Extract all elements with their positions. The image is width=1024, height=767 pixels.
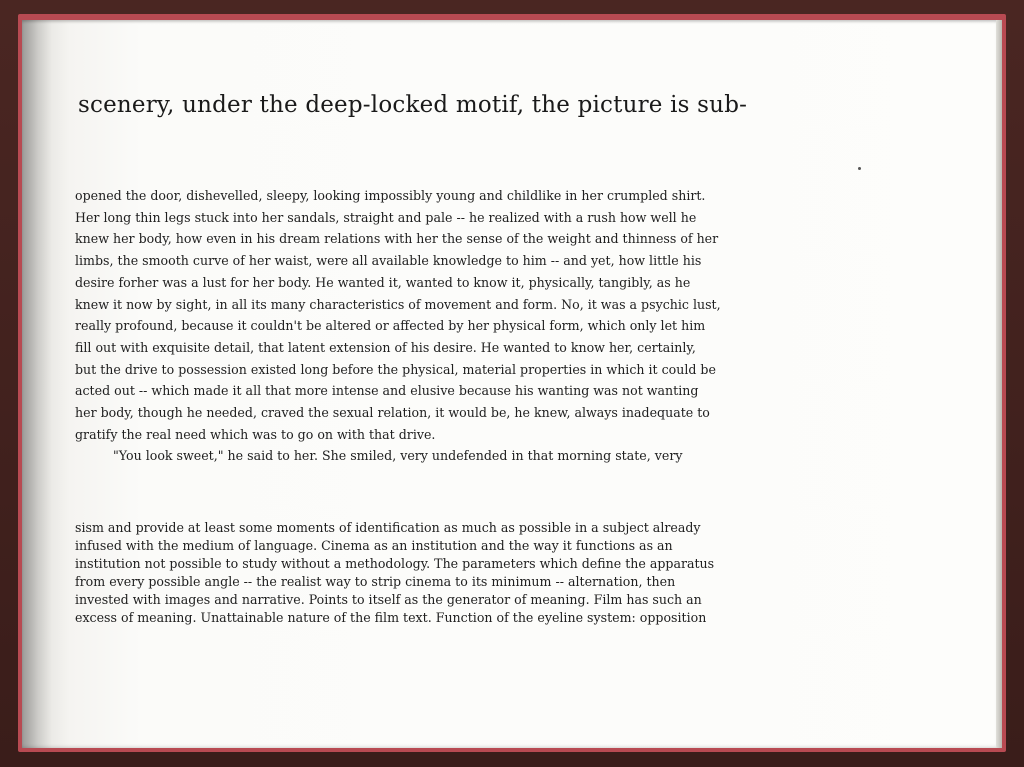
text-line: opened the door, dishevelled, sleepy, looking impossibly young and childlike in her crumpled shirt. [75, 188, 706, 203]
text-line: excess of meaning. Unattainable nature of the film text. Function of the eyeline system: opposition [75, 610, 707, 625]
text-line: her body, though he needed, craved the sexual relation, it would be, he knew, always inadequate to [75, 405, 710, 421]
print-speck [858, 167, 861, 170]
text-line: but the drive to possession existed long before the physical, material properties in which it could be [75, 361, 716, 377]
text-line: Her long thin legs stuck into her sandals, straight and pale -- he realized with a rush how well he [75, 209, 697, 225]
text-line: sism and provide at least some moments of identification as much as possible in a subject already [75, 520, 701, 535]
text-line: invested with images and narrative. Points to itself as the generator of meaning. Film has such an [75, 592, 702, 607]
text-line: really profound, because it couldn't be altered or affected by her physical form, which only let him [75, 318, 706, 334]
text-line: acted out -- which made it all that more intense and elusive because his wanting was not wanting [75, 383, 699, 399]
text-line: gratify the real need which was to go on with that drive. [75, 426, 436, 442]
text-line: knew it now by sight, in all its many characteristics of movement and form. No, it was a psychic lust, [75, 296, 721, 312]
page-edge [996, 20, 1002, 748]
page-heading: scenery, under the deep-locked motif, the picture is sub- [78, 92, 748, 118]
gutter-shadow [22, 20, 52, 748]
text-line: desire forher was a lust for her body. He wanted it, wanted to know it, physically, tangibly, as he [75, 274, 691, 290]
text-line: fill out with exquisite detail, that latent extension of his desire. He wanted to know her, certainly, [75, 339, 696, 355]
text-line: institution not possible to study without a methodology. The parameters which define the apparatus [75, 556, 715, 571]
dialogue-line: "You look sweet," he said to her. She smiled, very undefended in that morning state, very [113, 448, 683, 464]
text-line: limbs, the smooth curve of her waist, were all available knowledge to him -- and yet, how little his [75, 253, 702, 269]
story-paragraph [75, 185, 865, 467]
text-line: knew her body, how even in his dream relations with her the sense of the weight and thinness of her [75, 231, 719, 247]
essay-paragraph [75, 519, 865, 627]
text-line: from every possible angle -- the realist way to strip cinema to its minimum -- alternation, then [75, 574, 676, 589]
book-page [22, 20, 1002, 748]
text-line: infused with the medium of language. Cinema as an institution and the way it functions as an [75, 538, 673, 553]
